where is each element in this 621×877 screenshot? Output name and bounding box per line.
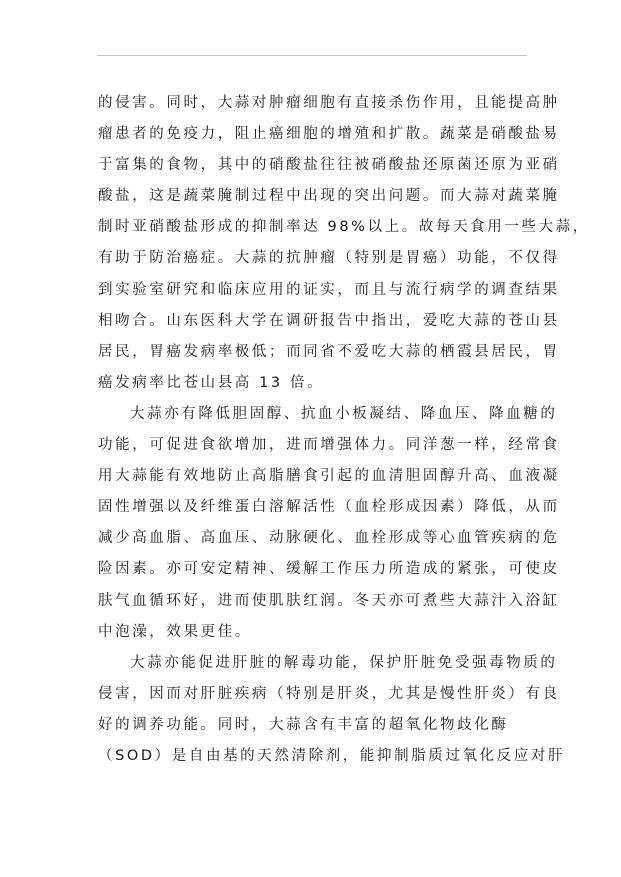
text-line: （SOD）是自由基的天然清除剂，能抑制脂质过氧化反应对肝	[98, 747, 566, 764]
text-line: 癌发病率比苍山县高 13 倍。	[98, 374, 325, 391]
text-line: 有助于防治癌症。大蒜的抗肿瘤（特别是胃癌）功能，不仅得	[98, 250, 560, 267]
text-line: 居民，胃癌发病率极低；而同省不爱吃大蒜的栖霞县居民，胃	[98, 343, 560, 360]
text-line: 于富集的食物，其中的硝酸盐往往被硝酸盐还原菌还原为亚硝	[98, 157, 560, 174]
text-line: 肤气血循环好，进而使肌肤红润。冬天亦可煮些大蒜汁入浴缸	[98, 592, 560, 609]
text-line: 的侵害。同时，大蒜对肿瘤细胞有直接杀伤作用，且能提高肿	[98, 95, 560, 111]
text-line: 用大蒜能有效地防止高脂膳食引起的血清胆固醇升高、血液凝	[98, 468, 560, 485]
text-line: 固性增强以及纤维蛋白溶解活性（血栓形成因素）降低，从而	[98, 499, 560, 516]
text-line: 大蒜亦有降低胆固醇、抗血小板凝结、降血压、降血糖的	[130, 405, 558, 422]
text-line: 瘤患者的免疫力，阻止癌细胞的增殖和扩散。蔬菜是硝酸盐易	[98, 126, 560, 143]
text-line: 好的调养功能。同时，大蒜含有丰富的超氧化物歧化酶	[98, 716, 509, 733]
body-text	[98, 88, 590, 772]
text-line: 酸盐，这是蔬菜腌制过程中出现的突出问题。而大蒜对蔬菜腌	[98, 188, 560, 205]
text-line: 相吻合。山东医科大学在调研报告中指出，爱吃大蒜的苍山县	[98, 312, 560, 329]
text-line: 险因素。亦可安定精神、缓解工作压力所造成的紧张，可使皮	[98, 561, 560, 578]
text-line: 侵害，因而对肝脏疾病（特别是肝炎，尤其是慢性肝炎）有良	[98, 685, 560, 702]
header-rule	[97, 55, 527, 56]
text-line: 大蒜亦能促进肝脏的解毒功能，保护肝脏免受强毒物质的	[130, 654, 558, 671]
text-line: 制时亚硝酸盐形成的抑制率达 98%以上。故每天食用一些大蒜，	[98, 219, 590, 236]
text-line: 到实验室研究和临床应用的证实，而且与流行病学的调查结果	[98, 281, 560, 298]
text-line: 功能，可促进食欲增加，进而增强体力。同洋葱一样，经常食	[98, 437, 560, 454]
text-line: 减少高血脂、高血压、动脉硬化、血栓形成等心血管疾病的危	[98, 530, 560, 547]
text-line: 中泡澡，效果更佳。	[98, 623, 252, 640]
